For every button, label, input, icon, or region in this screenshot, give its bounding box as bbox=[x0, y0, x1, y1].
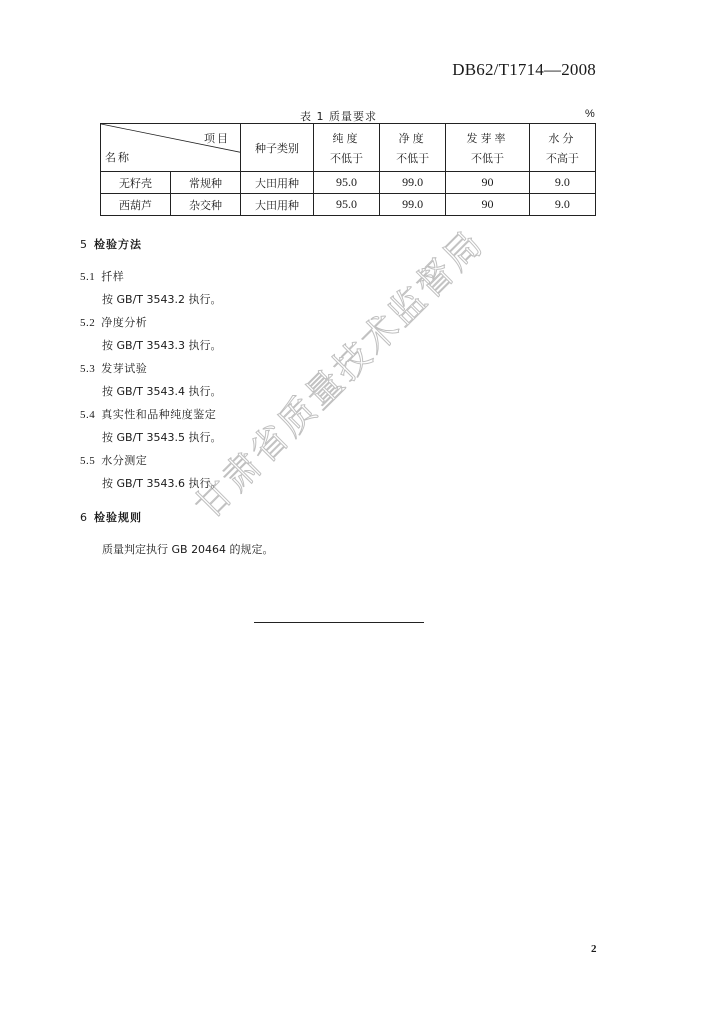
subsection-text: 按 GB/T 3543.2 执行。 bbox=[102, 293, 222, 306]
section-6-text: 质量判定执行 GB 20464 的规定。 bbox=[102, 543, 274, 556]
germination-value: 90 bbox=[446, 172, 530, 194]
crop-name-cell: 无籽壳 bbox=[101, 172, 171, 194]
moisture-value: 9.0 bbox=[529, 194, 595, 216]
end-rule bbox=[254, 622, 424, 623]
type-cell: 大田用种 bbox=[241, 194, 314, 216]
germination-value: 90 bbox=[446, 194, 530, 216]
header-line2: 不低于 bbox=[471, 151, 505, 165]
section-title: 检验方法 bbox=[94, 238, 142, 251]
germination-header bbox=[446, 124, 530, 172]
header-line2: 不高于 bbox=[545, 151, 579, 165]
section-number: 5 bbox=[80, 238, 88, 251]
subsection-title: 扦样 bbox=[101, 270, 125, 283]
seed-type-header: 种子类别 bbox=[241, 124, 314, 172]
quality-requirements-table bbox=[100, 123, 596, 216]
subsection-number: 5.5 bbox=[80, 455, 96, 467]
purity-value: 95.0 bbox=[314, 172, 380, 194]
header-line1: 发芽率 bbox=[466, 131, 509, 145]
subsection-text: 按 GB/T 3543.3 执行。 bbox=[102, 339, 222, 352]
table-caption: 表 1 质量要求 bbox=[300, 110, 377, 123]
subsection-text: 按 GB/T 3543.6 执行。 bbox=[102, 477, 222, 490]
cleanliness-value: 99.0 bbox=[380, 194, 446, 216]
subsection-number: 5.3 bbox=[80, 363, 96, 375]
purity-header bbox=[314, 124, 380, 172]
table-header-row bbox=[101, 124, 596, 172]
moisture-value: 9.0 bbox=[529, 172, 595, 194]
crop-name-cell: 西葫芦 bbox=[101, 194, 171, 216]
variety-cell: 常规种 bbox=[171, 172, 241, 194]
section-6-heading bbox=[80, 509, 142, 525]
cleanliness-header bbox=[380, 124, 446, 172]
table-row bbox=[101, 172, 596, 194]
subsection-title: 净度分析 bbox=[101, 316, 148, 329]
table-unit: % bbox=[585, 108, 595, 120]
subsection-heading bbox=[80, 452, 147, 468]
header-line2: 不低于 bbox=[330, 151, 364, 165]
purity-value: 95.0 bbox=[314, 194, 380, 216]
cleanliness-value: 99.0 bbox=[380, 172, 446, 194]
subsection-heading bbox=[80, 406, 216, 422]
subsection-text: 按 GB/T 3543.4 执行。 bbox=[102, 385, 222, 398]
section-title: 检验规则 bbox=[94, 511, 142, 524]
subsection-heading bbox=[80, 268, 124, 284]
header-line1: 水分 bbox=[548, 131, 577, 145]
section-number: 6 bbox=[80, 511, 88, 524]
subsection-number: 5.1 bbox=[80, 271, 96, 283]
header-line2: 不低于 bbox=[396, 151, 430, 165]
corner-name-label: 名称 bbox=[105, 151, 131, 164]
table-row bbox=[101, 194, 596, 216]
header-line1: 净度 bbox=[398, 131, 427, 145]
subsection-title: 水分测定 bbox=[101, 454, 148, 467]
subsection-heading bbox=[80, 360, 147, 376]
page-number: 2 bbox=[591, 943, 597, 955]
corner-item-label: 项目 bbox=[204, 132, 230, 145]
diagonal-header-cell bbox=[101, 124, 241, 172]
subsection-text: 按 GB/T 3543.5 执行。 bbox=[102, 431, 222, 444]
subsection-title: 发芽试验 bbox=[101, 362, 148, 375]
section-5-heading bbox=[80, 236, 142, 252]
subsection-number: 5.4 bbox=[80, 409, 96, 421]
moisture-header bbox=[529, 124, 595, 172]
subsection-heading bbox=[80, 314, 147, 330]
watermark: 甘肃省质量技术监督局 bbox=[187, 222, 493, 528]
subsection-number: 5.2 bbox=[80, 317, 96, 329]
variety-cell: 杂交种 bbox=[171, 194, 241, 216]
standard-code: DB62/T1714—2008 bbox=[452, 60, 596, 79]
header-line1: 纯度 bbox=[332, 131, 361, 145]
type-cell: 大田用种 bbox=[241, 172, 314, 194]
subsection-title: 真实性和品种纯度鉴定 bbox=[101, 408, 217, 421]
